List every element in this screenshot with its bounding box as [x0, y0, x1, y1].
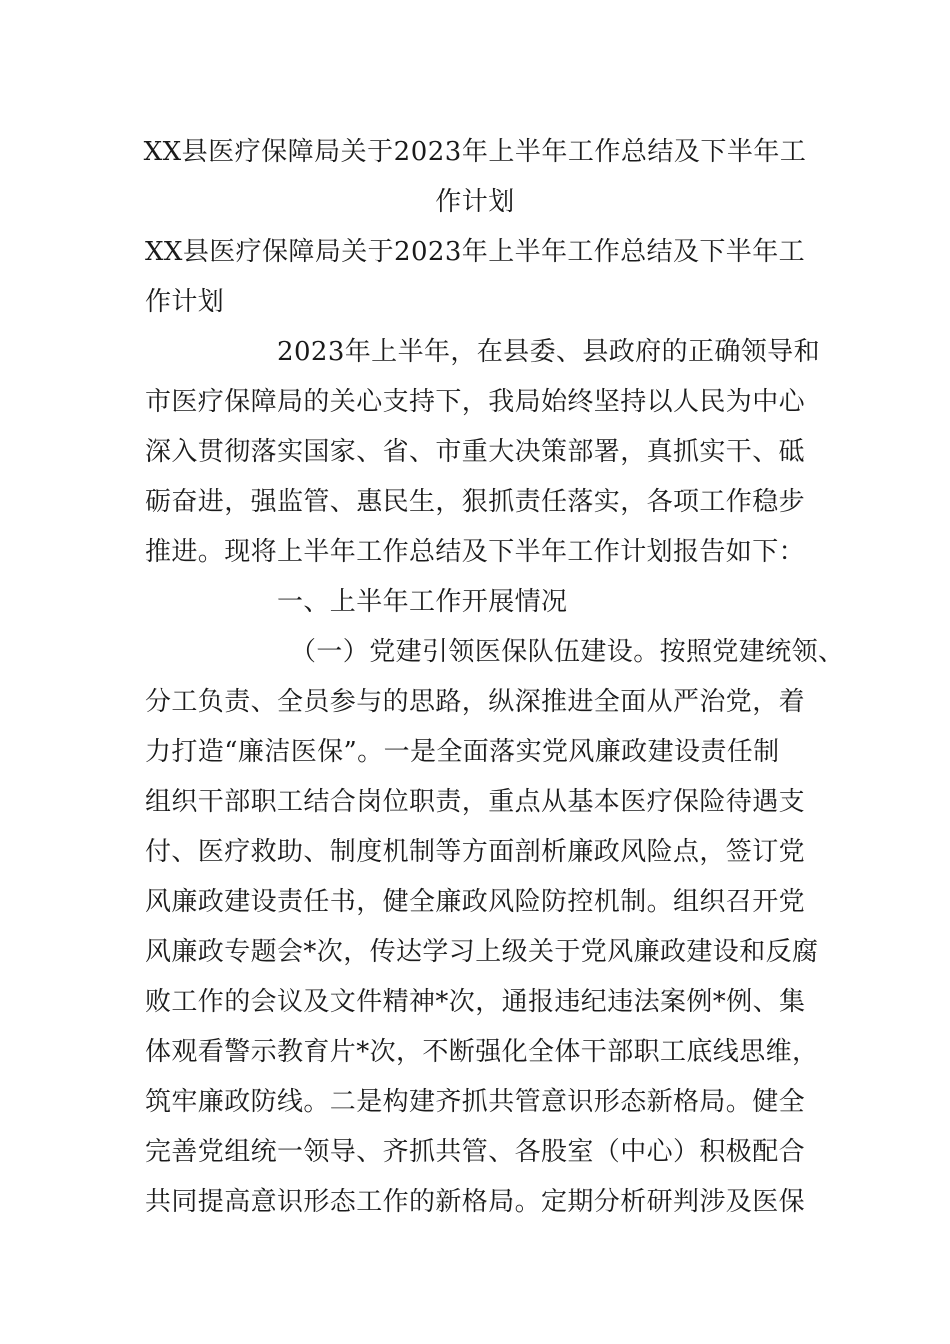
intro-paragraph-line: 推进。现将上半年工作总结及下半年工作计划报告如下： — [145, 537, 806, 567]
section-one-body-line: 分工负责、全员参与的思路，纵深推进全面从严治党，着 — [145, 687, 806, 717]
section-one-body-line: 组织干部职工结合岗位职责，重点从基本医疗保险待遇支 — [145, 787, 806, 817]
document-title-line-2: 作计划 — [435, 187, 515, 217]
section-one-body-line: 完善党组统一领导、齐抓共管、各股室（中心）积极配合 — [145, 1137, 806, 1167]
document-heading-line-2: 作计划 — [145, 287, 225, 317]
intro-paragraph-line: 砺奋进，强监管、惠民生，狠抓责任落实，各项工作稳步 — [145, 487, 806, 517]
section-one-body-line: 败工作的会议及文件精神*次，通报违纪违法案例*例、集 — [145, 987, 806, 1017]
section-one-body-line: 体观看警示教育片*次，不断强化全体干部职工底线思维， — [145, 1037, 819, 1067]
section-one-body-line: （一）党建引领医保队伍建设。按照党建统领、 — [290, 637, 845, 667]
intro-paragraph-line: 2023年上半年，在县委、县政府的正确领导和 — [277, 337, 820, 367]
document-heading-line-1: XX县医疗保障局关于2023年上半年工作总结及下半年工 — [145, 237, 805, 267]
intro-paragraph-line: 深入贯彻落实国家、省、市重大决策部署，真抓实干、砥 — [145, 437, 806, 467]
section-one-body-line: 风廉政专题会*次，传达学习上级关于党风廉政建设和反腐 — [145, 937, 819, 967]
intro-paragraph-line: 市医疗保障局的关心支持下，我局始终坚持以人民为中心 — [145, 387, 806, 417]
section-one-body-line: 力打造“廉洁医保”。一是全面落实党风廉政建设责任制 — [145, 737, 780, 767]
section-one-body-line: 筑牢廉政防线。二是构建齐抓共管意识形态新格局。健全 — [145, 1087, 806, 1117]
section-one-heading: 一、上半年工作开展情况 — [277, 587, 568, 617]
section-one-body-line: 风廉政建设责任书，健全廉政风险防控机制。组织召开党 — [145, 887, 806, 917]
section-one-body-line: 付、医疗救助、制度机制等方面剖析廉政风险点，签订党 — [145, 837, 806, 867]
document-title-line-1: XX县医疗保障局关于2023年上半年工作总结及下半年工 — [143, 137, 807, 167]
section-one-body-line: 共同提高意识形态工作的新格局。定期分析研判涉及医保 — [145, 1187, 806, 1217]
